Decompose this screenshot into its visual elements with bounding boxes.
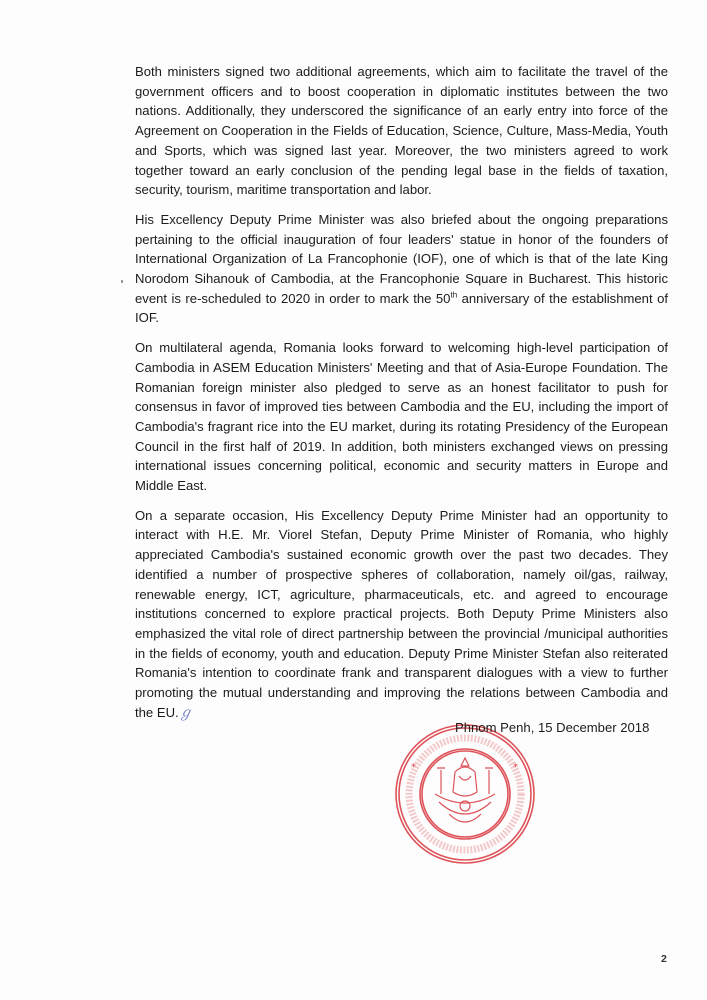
place-and-date: Phnom Penh, 15 December 2018 <box>455 720 650 735</box>
paragraph-text: His Excellency Deputy Prime Minister was also briefed about the ongoing preparations pertaining to the official inauguration of four leaders' statue in honor of the founders of International Organization of La Francophonie (IOF), one of which is that of the late King Norodom Sihanouk of Cambodia, at the Francophonie Square in Bucharest. This historic event is re-scheduled to 2020 in order to mark the 50 <box>135 211 668 306</box>
official-seal-icon <box>393 722 537 866</box>
svg-text:*: * <box>411 762 416 773</box>
paragraph-text: On a separate occasion, His Excellency Deputy Prime Minister had an opportunity to interact with H.E. Mr. Viorel Stefan, Deputy Prime Minister of Romania, who highly appreciated Cambodia's sustained economic growth over the past two decades. They identified a number of prospective spheres of collaboration, namely oil/gas, railway, renewable energy, ICT, agriculture, pharmaceuticals, etc. and agreed to encourage institutions concerned to explore practical projects. Both Deputy Prime Ministers also emphasized the vital role of direct partnership between the provincial /municipal authorities in the fields of economy, youth and education. Deputy Prime Minister Stefan also reiterated Romania's intention to coordinate frank and transparent dialogues with a view to further promoting the mutual understanding and improving the relations between Cambodia and the EU. <box>135 507 668 720</box>
initials-mark: ℊ <box>178 704 193 721</box>
paragraph-agreements: Both ministers signed two additional agreements, which aim to facilitate the travel of the government officers and to boost cooperation in diplomatic institutes between the two nations. Additionally, they underscored the significance of an early entry into force of the Agreement on Cooperation in the Fields of Education, Science, Culture, Mass-Media, Youth and Sports, which was signed last year. Moreover, the two ministers agreed to work together toward an early conclusion of the pending legal base in the fields of taxation, security, tourism, maritime transportation and labor. <box>135 64 668 198</box>
document-body <box>135 62 668 734</box>
svg-text:*: * <box>513 762 518 773</box>
scan-artifact <box>121 280 123 283</box>
page-number: 2 <box>661 953 667 965</box>
ordinal-suffix: th <box>450 290 458 300</box>
paragraph-multilateral: On multilateral agenda, Romania looks forward to welcoming high-level participation of Cambodia in ASEM Education Ministers' Meeting and that of Asia-Europe Foundation. The Romanian foreign minister also pledged to serve as an honest facilitator to push for consensus in favor of improved ties between Cambodia and the EU, including the import of Cambodia's fragrant rice into the EU market, during its rotating Presidency of the European Council in the first half of 2019. In addition, both ministers exchanged views on pressing international issues concerning political, economic and security matters in Europe and Middle East. <box>135 340 668 494</box>
paragraph-separate-occasion <box>135 506 668 724</box>
paragraph-text: anniversary of the establishment of IOF. <box>135 290 668 326</box>
paragraph-francophonie <box>135 210 668 328</box>
